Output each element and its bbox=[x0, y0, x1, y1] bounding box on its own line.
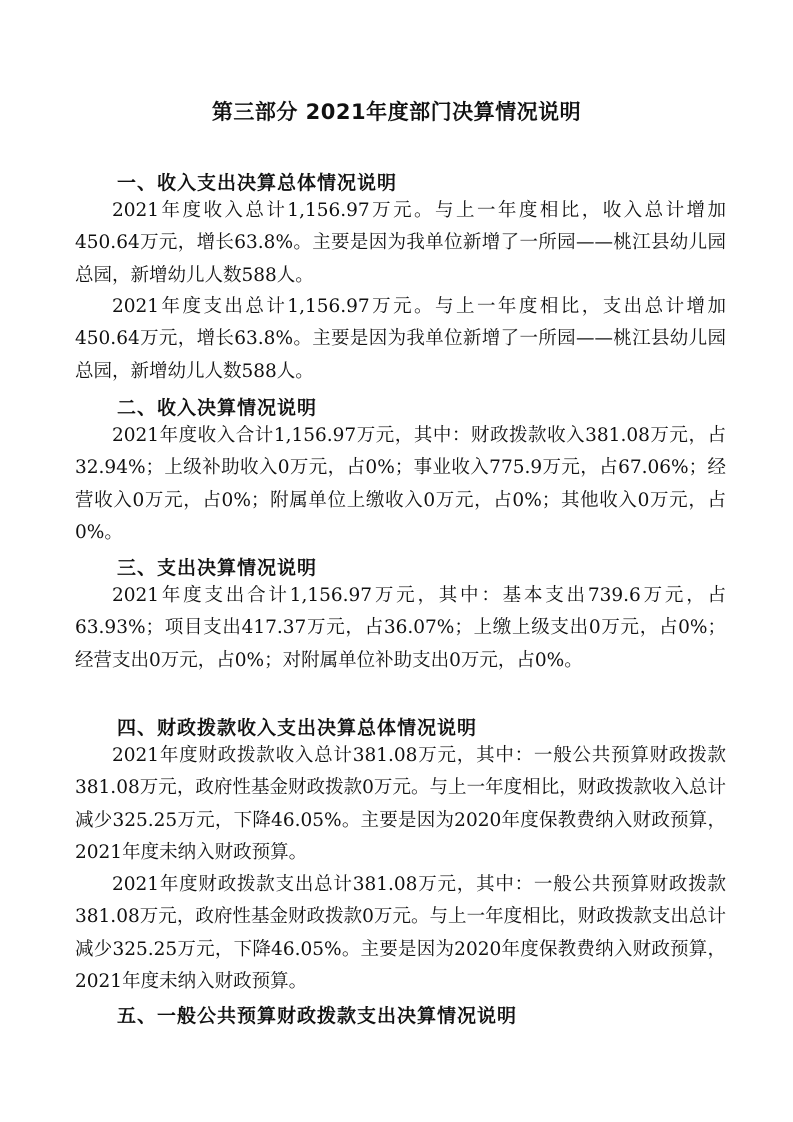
section-heading-2: 二、收入决算情况说明 bbox=[117, 397, 318, 419]
section-4-paragraph-1: 2021年度财政拨款收入总计381.08万元，其中：一般公共预算财政拨款381.08万元，政府性基金财政拨款0万元。与上一年度相比，财政拨款收入总计减少325.25万元，下降46.05%。主要是因为2020年度保教费纳入财政预算，2021年度未纳入财政预算。 bbox=[75, 745, 726, 864]
section-2-paragraph-1: 2021年度收入合计1,156.97万元，其中：财政拨款收入381.08万元，占32.94%；上级补助收入0万元，占0%；事业收入775.9万元，占67.06%；经营收入0万元，占0%；附属单位上缴收入0万元，占0%；其他收入0万元，占0%。 bbox=[75, 425, 726, 544]
section-1-paragraph-1: 2021年度收入总计1,156.97万元。与上一年度相比，收入总计增加450.64万元，增长63.8%。主要是因为我单位新增了一所园——桃江县幼儿园总园，新增幼儿人数588人。 bbox=[75, 200, 726, 286]
section-4-paragraph-2: 2021年度财政拨款支出总计381.08万元，其中：一般公共预算财政拨款381.08万元，政府性基金财政拨款0万元。与上一年度相比，财政拨款支出总计减少325.25万元，下降46.05%。主要是因为2020年度保教费纳入财政预算，2021年度未纳入财政预算。 bbox=[75, 874, 726, 993]
section-1-paragraph-2: 2021年度支出总计1,156.97万元。与上一年度相比，支出总计增加450.64万元，增长63.8%。主要是因为我单位新增了一所园——桃江县幼儿园总园，新增幼儿人数588人。 bbox=[75, 296, 726, 382]
section-3-paragraph-1: 2021年度支出合计1,156.97万元，其中：基本支出739.6万元，占63.93%；项目支出417.37万元，占36.07%；上缴上级支出0万元，占0%；经营支出0万元，占0%；对附属单位补助支出0万元，占0%。 bbox=[75, 585, 726, 671]
page-title: 第三部分 2021年度部门决算情况说明 bbox=[211, 100, 582, 124]
section-heading-3: 三、支出决算情况说明 bbox=[117, 557, 318, 579]
section-heading-1: 一、收入支出决算总体情况说明 bbox=[117, 172, 398, 194]
section-heading-4: 四、财政拨款收入支出决算总体情况说明 bbox=[117, 717, 478, 739]
section-heading-5: 五、一般公共预算财政拨款支出决算情况说明 bbox=[117, 1005, 518, 1027]
